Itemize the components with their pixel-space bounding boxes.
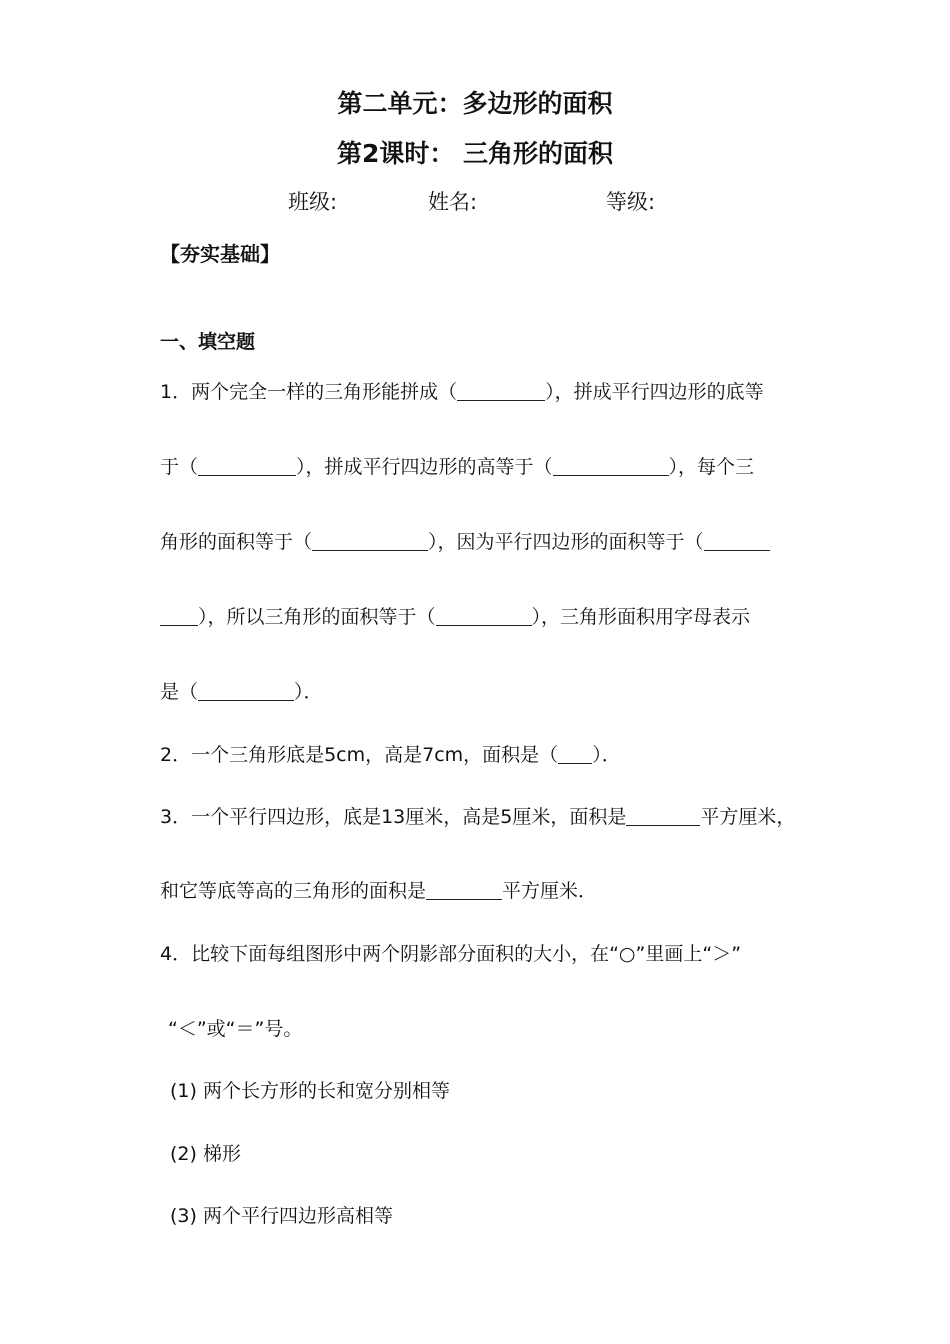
answer-blank[interactable] <box>704 531 770 551</box>
question-1-line-1: 1．两个完全一样的三角形能拼成（ ），拼成平行四边形的底等 <box>160 381 764 403</box>
question-1-line-3: 角形的面积等于（ ），因为平行四边形的面积等于（ <box>160 527 770 554</box>
unit-title: 第二单元：多边形的面积 <box>337 89 613 118</box>
answer-blank[interactable] <box>426 880 502 900</box>
answer-blank[interactable] <box>198 456 296 476</box>
answer-blank[interactable] <box>626 806 700 826</box>
answer-blank[interactable] <box>457 381 545 401</box>
question-3-line-1: 3．一个平行四边形，底是13厘米，高是5厘米，面积是 平方厘米， <box>160 806 796 828</box>
section-heading: 【夯实基础】 <box>160 242 280 266</box>
answer-blank[interactable] <box>553 456 669 476</box>
question-4-sub-3: (3) 两个平行四边形高相等 <box>170 1205 393 1227</box>
answer-blank[interactable] <box>558 744 592 764</box>
answer-blank[interactable] <box>436 606 532 626</box>
question-1-line-5: 是（ ）． <box>160 681 323 703</box>
question-1-line-4: ），所以三角形的面积等于（ ），三角形面积用字母表示 <box>160 602 750 629</box>
question-3-line-2: 和它等底等高的三角形的面积是 平方厘米． <box>160 880 598 902</box>
question-1-line-2: 于（ ），拼成平行四边形的高等于（ ），每个三 <box>160 456 755 478</box>
lesson-title: 第2课时： 三角形的面积 <box>336 139 614 168</box>
class-label: 班级: <box>288 190 338 214</box>
question-4-line-1: 4．比较下面每组图形中两个阴影部分面积的大小，在“○”里画上“＞” <box>160 943 742 965</box>
question-4-line-2: “＜”或“＝”号。 <box>168 1018 303 1040</box>
question-4-sub-1: (1) 两个长方形的长和宽分别相等 <box>170 1080 450 1102</box>
answer-blank[interactable] <box>160 606 198 626</box>
answer-blank[interactable] <box>312 531 428 551</box>
answer-blank[interactable] <box>198 681 294 701</box>
question-2: 2．一个三角形底是5cm，高是7cm，面积是（ ）． <box>160 744 621 766</box>
part-title: 一、填空题 <box>160 331 256 353</box>
question-4-sub-2: (2) 梯形 <box>170 1143 241 1165</box>
name-label: 姓名: <box>428 190 478 214</box>
grade-label: 等级: <box>606 190 656 214</box>
